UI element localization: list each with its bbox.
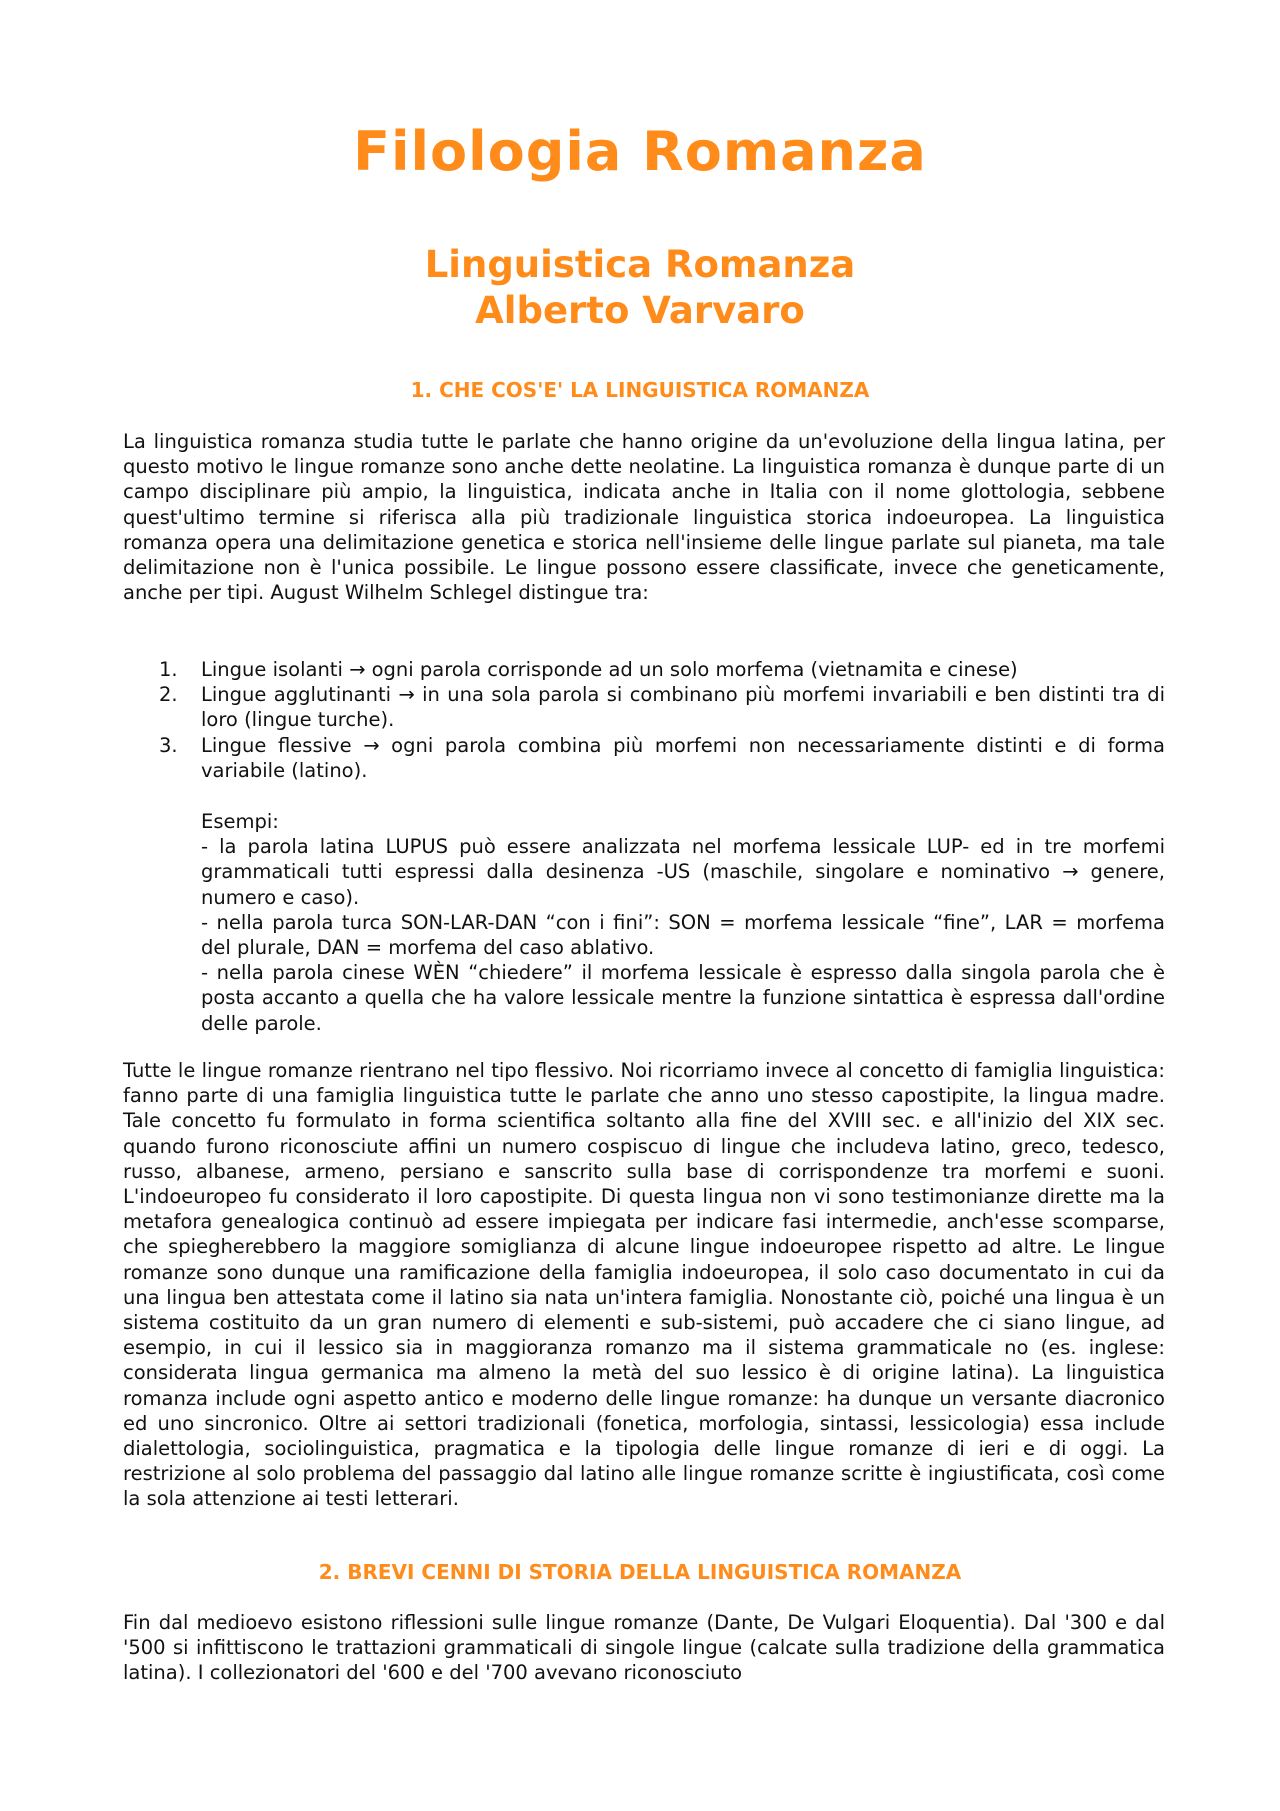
list-item-number: 3. [159, 733, 178, 757]
subtitle-author: Alberto Varvaro [475, 289, 805, 332]
list-item-number: 1. [159, 658, 178, 681]
list-item-text: Lingue isolanti → ogni parola corrisponde ad un solo morfema (vietnamita e cinese) [201, 658, 1018, 681]
list-item [123, 682, 1165, 732]
section-1-intro-paragraph: La linguistica romanza studia tutte le parlate che hanno origine da un'evoluzione della lingua latina, per questo motivo le lingue romanze sono anche dette neolatine. La linguistica romanza è dunque parte di un campo disciplinare più ampio, la linguistica, indicata anche in Italia con il nome glottologia, sebbene quest'ultimo termine si riferisca alla più tradizionale linguistica storica indoeuropea. La linguistica romanza opera una delimitazione genetica e storica nell'insieme delle lingue parlate sul pianeta, ma tale delimitazione non è l'unica possibile. Le lingue possono essere classificate, invece che geneticamente, anche per tipi. August Wilhelm Schlegel distingue tra: [123, 430, 1165, 605]
examples-block [201, 809, 1165, 1036]
typology-list [123, 657, 1165, 783]
example-latin: - la parola latina LUPUS può essere analizzata nel morfema lessicale LUP- ed in tre morfemi grammaticali tutti espressi dalla desinenza -US (maschile, singolare e nominativo → genere, numero e caso). [201, 835, 1165, 909]
section-2-heading: 2. BREVI CENNI DI STORIA DELLA LINGUISTICA ROMANZA [318, 1560, 962, 1584]
section-1-heading: 1. CHE COS'E' LA LINGUISTICA ROMANZA [410, 378, 870, 402]
document-title: Filologia Romanza [353, 120, 927, 183]
section-2-paragraph: Fin dal medioevo esistono riflessioni sulle lingue romanze (Dante, De Vulgari Eloquentia). Dal '300 e dal '500 si infittiscono le trattazioni grammaticali di singole lingue (calcate sulla tradizione della grammatica latina). I collezionatori del '600 e del '700 avevano riconosciuto [123, 1611, 1165, 1685]
section-1-family-paragraph: Tutte le lingue romanze rientrano nel tipo flessivo. Noi ricorriamo invece al concetto di famiglia linguistica: fanno parte di una famiglia linguistica tutte le parlate che anno uno stesso capostipite, la lingua madre. Tale concetto fu formulato in forma scientifica soltanto alla fine del XVIII sec. e all'inizio del XIX sec. quando furono riconosciute affini un numero cospiscuo di lingue che includeva latino, greco, tedesco, russo, albanese, armeno, persiano e sanscrito sulla base di corrispondenze tra morfemi e suoni. L'indoeuropeo fu considerato il loro capostipite. Di questa lingua non vi sono testimonianze dirette ma la metafora genealogica continuò ad essere impiegata per indicare fasi intermedie, anch'esse scomparse, che spiegherebbero la maggiore somiglianza di alcune lingue indoeuropee rispetto ad altre. Le lingue romanze sono dunque una ramificazione della famiglia indoeuropea, il solo caso documentato in cui da una lingua ben attestata come il latino sia nata un'intera famiglia. Nonostante ciò, poiché una lingua è un sistema costituito da un gran numero di elementi e sub-sistemi, può accadere che ci siano lingue, ad esempio, in cui il lessico sia in maggioranza romanzo ma il sistema grammaticale no (es. inglese: considerata lingua germanica ma almeno la metà del suo lessico è di origine latina). La linguistica romanza include ogni aspetto antico e moderno delle lingue romanze: ha dunque un versante diacronico ed uno sincronico. Oltre ai settori tradizionali (fonetica, morfologia, sintassi, lessicologia) essa include dialettologia, sociolinguistica, pragmatica e la tipologia delle lingue romanze di ieri e di oggi. La restrizione al solo problema del passaggio dal latino alle lingue romanze scritte è ingiustificata, così come la sola attenzione ai testi letterari. [123, 1059, 1165, 1511]
list-item [123, 657, 1165, 682]
subtitle-course: Linguistica Romanza [424, 243, 856, 286]
example-turkish: - nella parola turca SON-LAR-DAN “con i fini”: SON = morfema lessicale “fine”, LAR = morfema del plurale, DAN = morfema del caso ablativo. [201, 910, 1165, 960]
list-item-number: 2. [159, 683, 178, 707]
list-item-text: Lingue agglutinanti → in una sola parola si combinano più morfemi invariabili e ben distinti tra di loro (lingue turche). [201, 683, 1165, 732]
examples-label: Esempi: [201, 810, 279, 833]
list-item-text: Lingue flessive → ogni parola combina più morfemi non necessariamente distinti e di forma variabile (latino). [201, 733, 1165, 782]
document-subtitle [0, 242, 1280, 334]
example-chinese: - nella parola cinese WÈN “chiedere” il morfema lessicale è espresso dalla singola parola che è posta accanto a quella che ha valore lessicale mentre la funzione sintattica è espressa dall'ordine delle parole. [201, 961, 1165, 1035]
list-item [123, 733, 1165, 783]
